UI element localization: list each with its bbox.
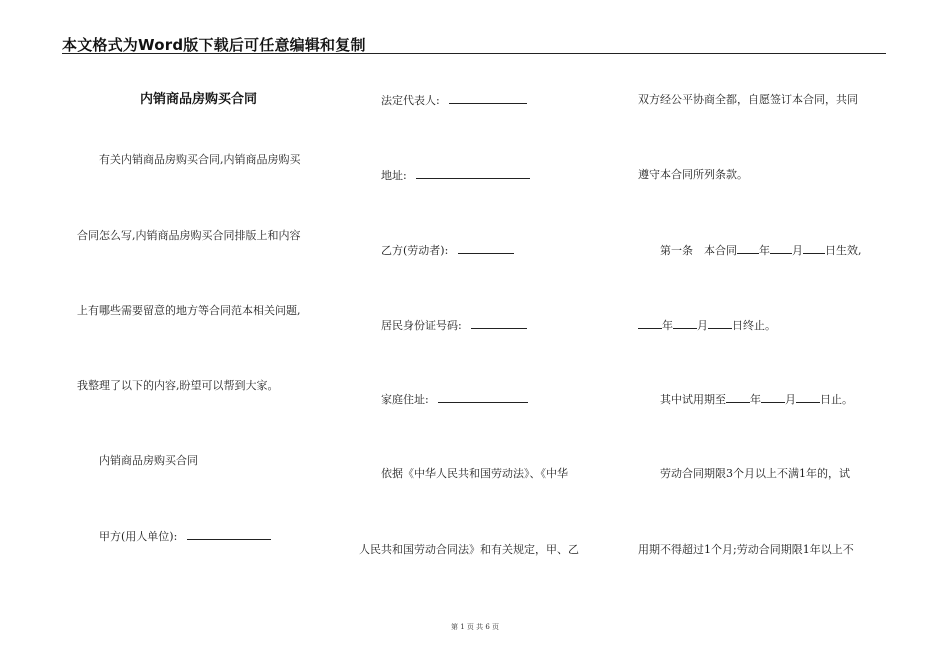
end-year-label: 年 [662, 319, 673, 332]
start-month-blank [770, 243, 792, 254]
column-middle [359, 0, 604, 672]
start-day-blank [803, 243, 825, 254]
header-title: 本文格式为Word版下载后可任意编辑和复制 [62, 36, 366, 54]
party-a-line [77, 529, 320, 544]
party-a-blank [187, 529, 271, 540]
intro-line-2: 合同怎么写,内销商品房购买合同排版上和内容 [77, 229, 301, 242]
article-1-line [638, 243, 888, 258]
end-month-blank [673, 318, 697, 329]
start-day-label: 日生效, [825, 244, 862, 257]
address-label: 地址: [381, 169, 407, 182]
agreement-line-1: 双方经公平协商全都，自愿签订本合同，共同 [638, 93, 858, 106]
trial-day-label: 日止。 [820, 393, 853, 406]
section-title: 内销商品房购买合同 [99, 454, 198, 467]
term-rule-line-2: 用期不得超过1个月;劳动合同期限1年以上不 [638, 543, 854, 556]
end-year-blank [638, 318, 662, 329]
trial-year-label: 年 [750, 393, 761, 406]
article-1-label: 第一条 本合同 [660, 244, 737, 257]
basis-line-1: 依据《中华人民共和国劳动法》、《中华 [381, 467, 568, 480]
trial-month-label: 月 [785, 393, 796, 406]
party-b-label: 乙方(劳动者): [381, 244, 449, 257]
trial-period-label: 其中试用期至 [660, 393, 726, 406]
id-number-line [359, 318, 604, 333]
end-month-label: 月 [697, 319, 708, 332]
agreement-line-2: 遵守本合同所列条款。 [638, 168, 748, 181]
id-number-label: 居民身份证号码: [381, 319, 462, 332]
intro-line-1: 有关内销商品房购买合同,内销商品房购买 [99, 153, 301, 166]
end-date-line [638, 318, 888, 333]
document-title: 内销商品房购买合同 [139, 92, 257, 107]
party-b-blank [458, 243, 514, 254]
address-blank [416, 168, 530, 179]
trial-year-blank [726, 392, 750, 403]
start-month-label: 月 [792, 244, 803, 257]
legal-rep-line [359, 93, 604, 108]
page-number: 第 1 页 共 6 页 [450, 623, 500, 631]
id-number-blank [471, 318, 527, 329]
home-address-line [359, 392, 604, 407]
end-day-blank [708, 318, 732, 329]
basis-line-2: 人民共和国劳动合同法》和有关规定，甲、乙 [359, 543, 579, 556]
home-address-blank [438, 392, 528, 403]
address-line [359, 168, 604, 183]
intro-line-3: 上有哪些需要留意的地方等合同范本相关问题, [77, 304, 301, 317]
trial-period-line [638, 392, 888, 407]
trial-day-blank [796, 392, 820, 403]
start-year-blank [737, 243, 759, 254]
party-a-label: 甲方(用人单位): [99, 530, 178, 543]
home-address-label: 家庭住址: [381, 393, 429, 406]
trial-month-blank [761, 392, 785, 403]
intro-line-4: 我整理了以下的内容,盼望可以帮到大家。 [77, 379, 279, 392]
start-year-label: 年 [759, 244, 770, 257]
end-day-label: 日终止。 [732, 319, 776, 332]
party-b-line [359, 243, 604, 258]
legal-rep-blank [449, 93, 527, 104]
column-right [638, 0, 888, 672]
legal-rep-label: 法定代表人: [381, 94, 440, 107]
column-left [77, 0, 320, 672]
term-rule-line-1: 劳动合同期限3个月以上不满1年的，试 [660, 467, 850, 480]
